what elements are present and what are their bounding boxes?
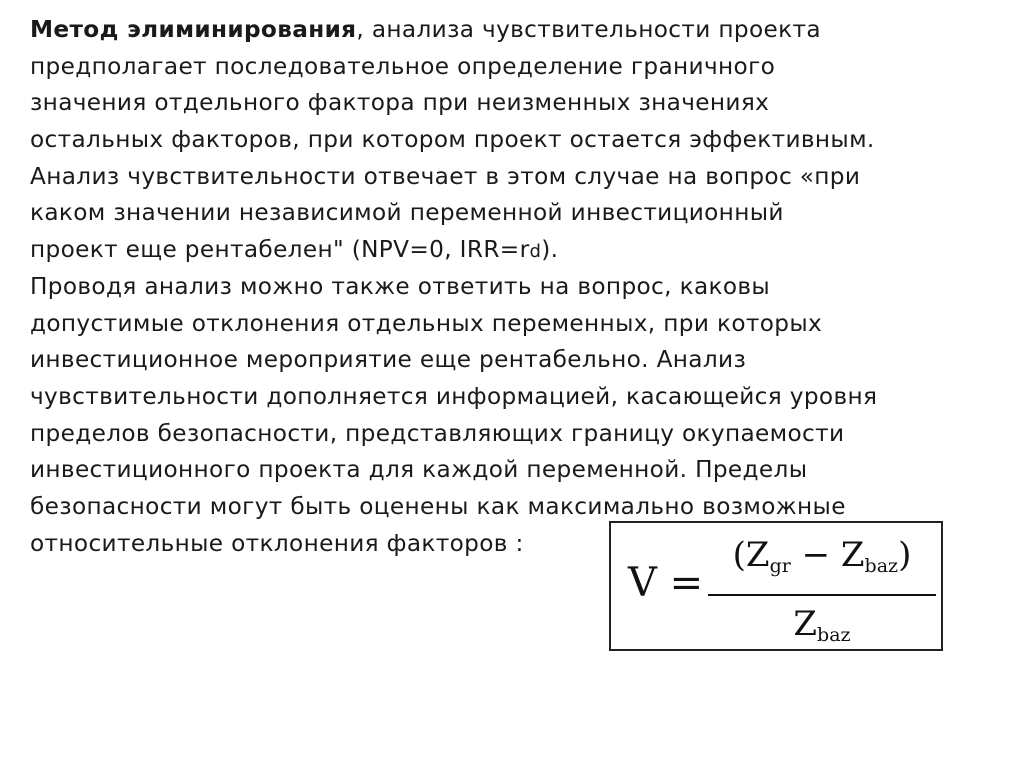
text-segment: , анализа чувствительности проекта [356, 16, 821, 43]
irr-subscript: d [529, 241, 542, 263]
formula-fraction [708, 533, 936, 657]
text-line: допустимые отклонения отдельных переменных, при которых [30, 309, 823, 337]
text-line: каком значении независимой переменной инвестиционный [30, 199, 784, 227]
text-line: инвестиционное мероприятие еще рентабельно. Анализ [30, 346, 747, 374]
formula-numerator [708, 533, 936, 588]
slide-body-text [30, 12, 1005, 562]
formula-box [609, 521, 943, 651]
text-line: предполагает последовательное определение граничного [30, 52, 776, 80]
formula-num-close: ) [898, 535, 912, 575]
text-line: безопасности могут быть оценены как максимально возможные [30, 492, 846, 520]
text-line [30, 12, 1005, 49]
formula-num-open: (Z [732, 535, 770, 575]
fraction-bar [708, 594, 936, 596]
text-line [30, 232, 1005, 269]
text-line: чувствительности дополняется информацией, касающейся уровня [30, 382, 878, 410]
formula-den-sub: baz [817, 624, 851, 646]
formula-sub-gr: gr [769, 555, 791, 577]
text-line: Проводя анализ можно также ответить на вопрос, каковы [30, 272, 771, 300]
formula-denominator [708, 602, 936, 657]
formula-num-minus: − Z [790, 535, 865, 575]
bold-term: Метод элиминирования [30, 16, 357, 43]
text-line: Анализ чувствительности отвечает в этом случае на вопрос «при [30, 162, 861, 190]
formula-den-main: Z [793, 604, 818, 644]
text-segment: проект еще рентабелен" (NPV=0, IRR=r [30, 236, 530, 264]
formula-sub-baz: baz [864, 555, 899, 577]
text-line: относительные отклонения факторов : [30, 529, 524, 557]
text-line: пределов безопасности, представляющих границу окупаемости [30, 419, 845, 447]
text-line: значения отдельного фактора при неизменных значениях [30, 89, 770, 117]
text-segment: ). [541, 236, 559, 264]
formula-lhs: V = [628, 560, 704, 606]
text-line: остальных факторов, при котором проект остается эффективным. [30, 126, 875, 154]
text-line: инвестиционного проекта для каждой переменной. Пределы [30, 456, 808, 484]
